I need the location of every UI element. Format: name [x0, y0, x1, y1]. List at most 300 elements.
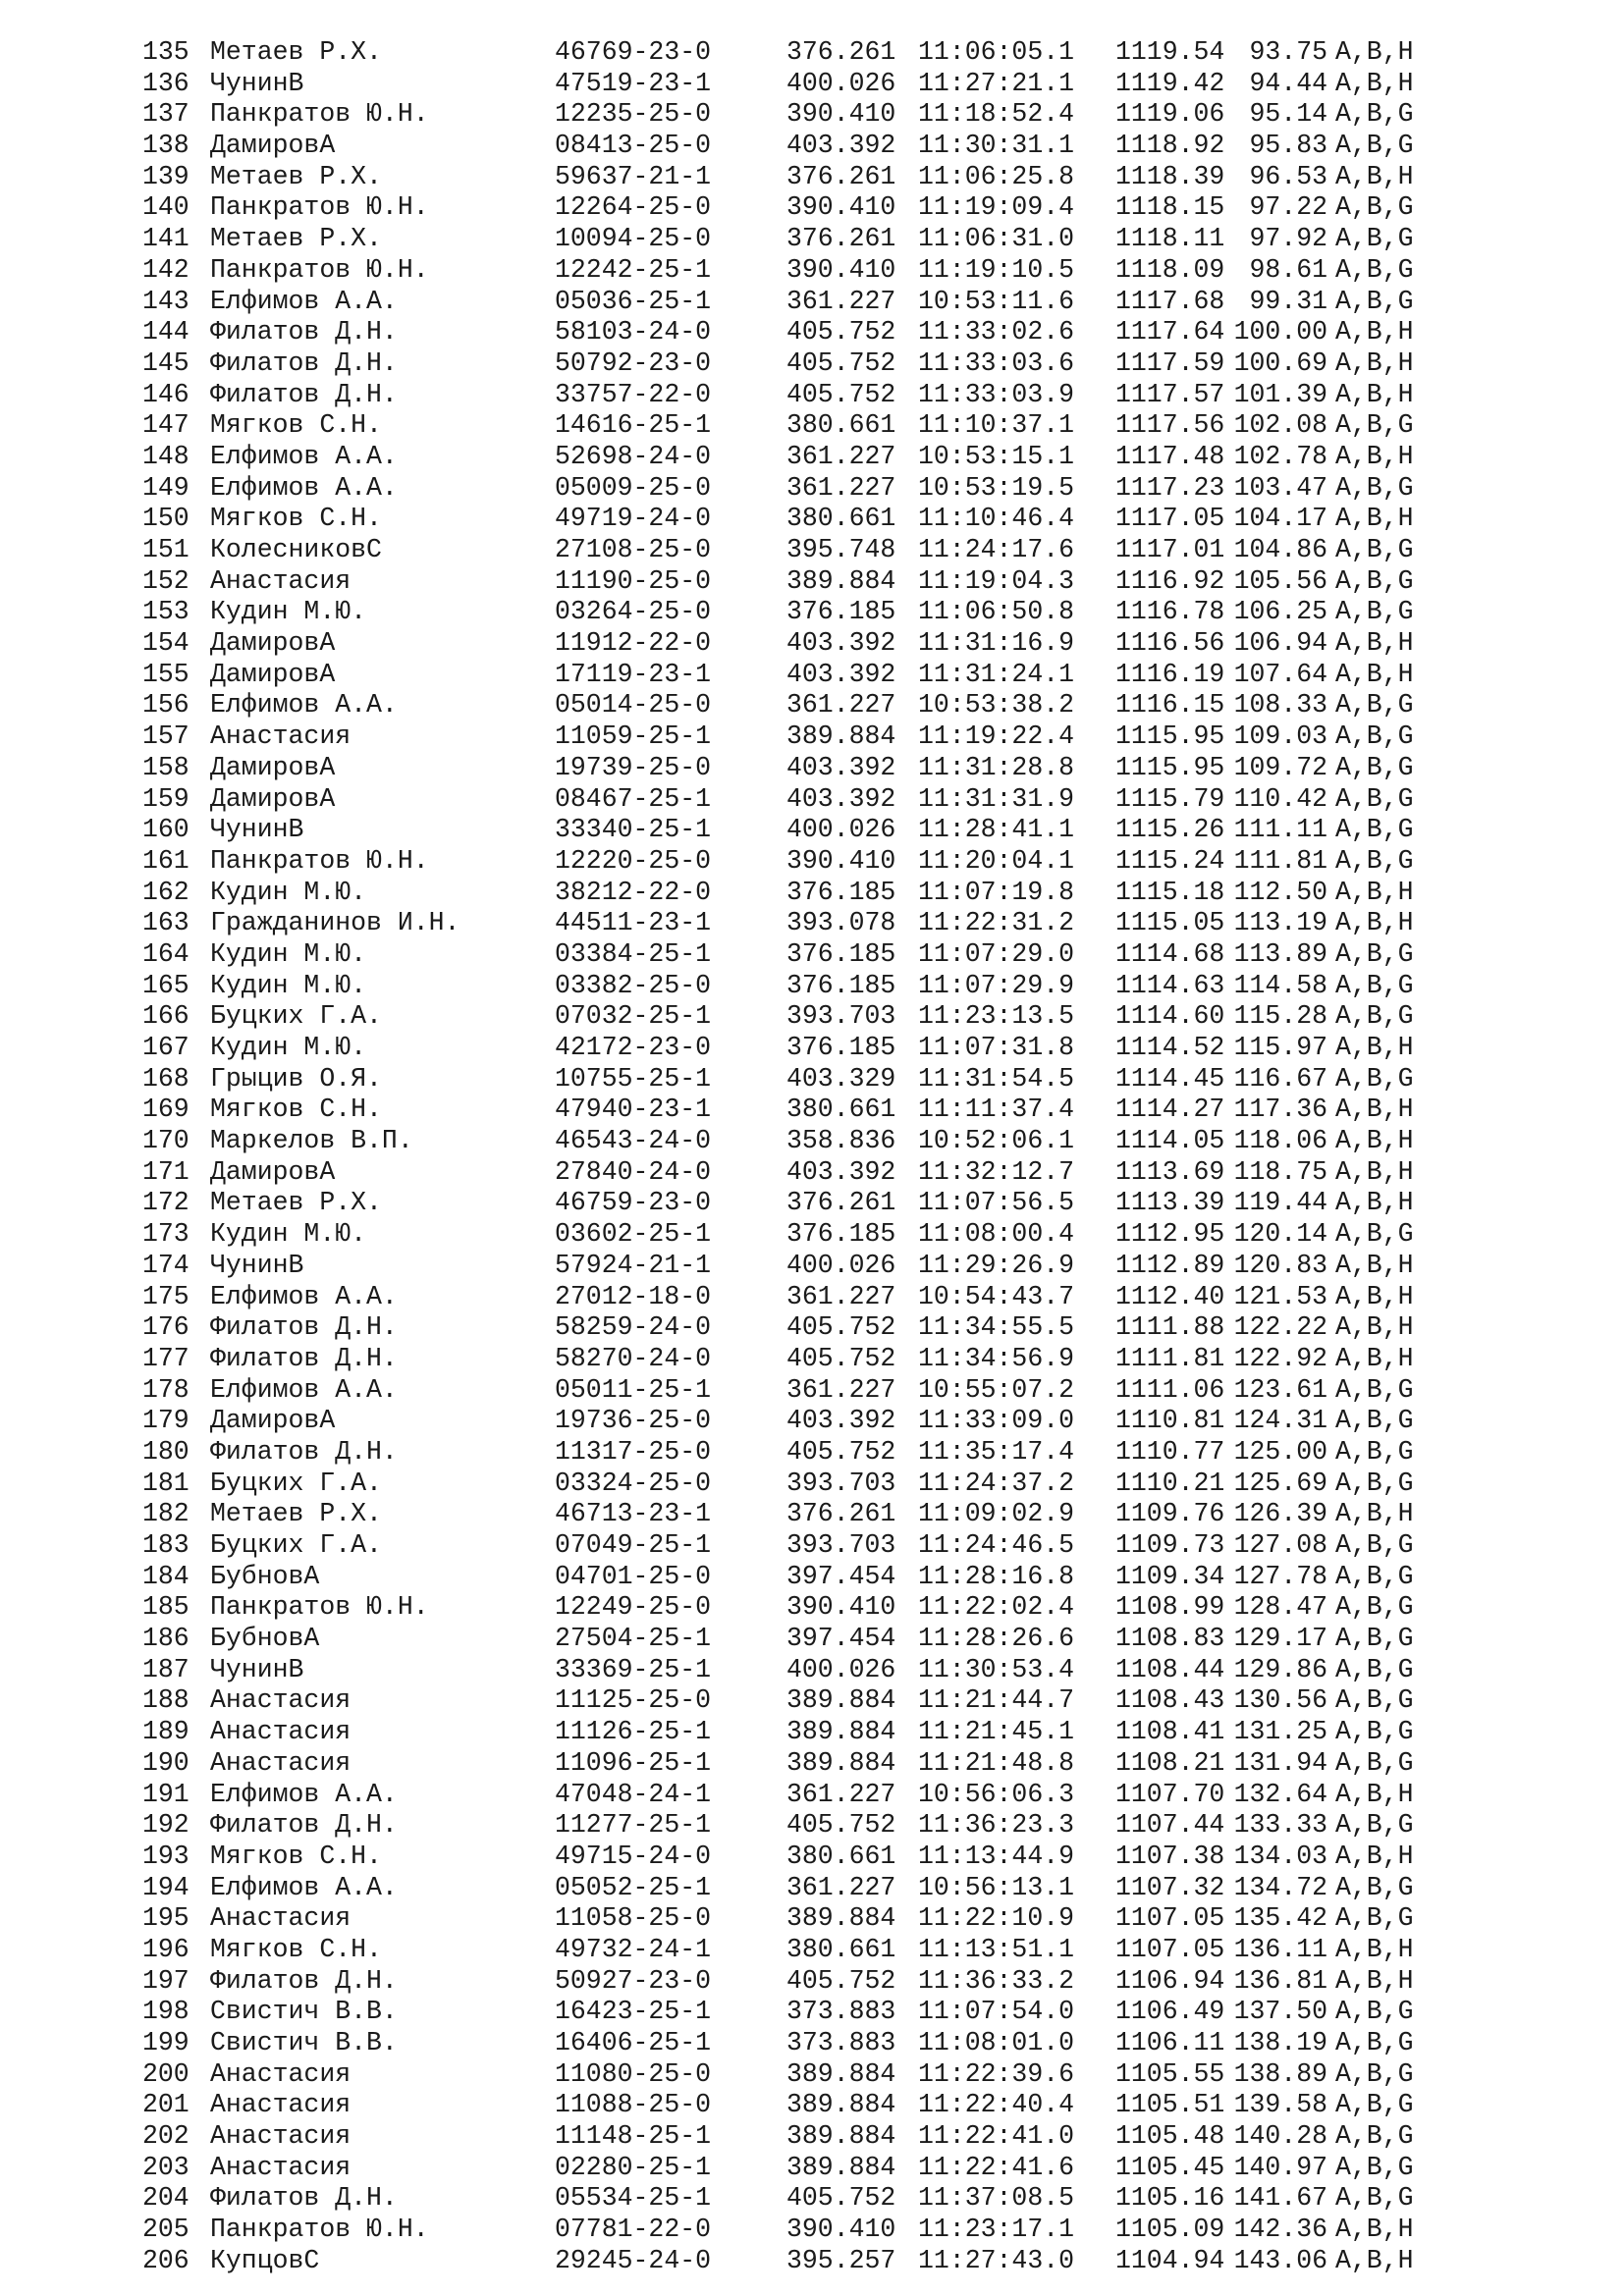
- arrival-time: 11:22:41.6: [918, 2152, 1075, 2182]
- row-number: 160: [142, 815, 189, 845]
- percent: 120.83: [1233, 1250, 1327, 1280]
- participant-name: ЧунинВ: [210, 815, 304, 845]
- classes: A,B,H: [1335, 161, 1414, 191]
- participant-name: Елфимов А.А.: [210, 1374, 398, 1405]
- speed: 1111.81: [1115, 1343, 1225, 1373]
- arrival-time: 11:31:54.5: [918, 1063, 1075, 1094]
- speed: 1116.92: [1115, 565, 1225, 596]
- speed: 1108.44: [1115, 1654, 1225, 1684]
- ring-id: 11088-25-0: [555, 2090, 712, 2120]
- distance: 389.884: [786, 2152, 896, 2182]
- speed: 1105.48: [1115, 2121, 1225, 2152]
- classes: A,B,G: [1335, 2152, 1414, 2182]
- row-number: 170: [142, 1126, 189, 1156]
- classes: A,B,G: [1335, 721, 1414, 752]
- speed: 1109.76: [1115, 1499, 1225, 1529]
- speed: 1119.54: [1115, 37, 1225, 67]
- participant-name: Мягков С.Н.: [210, 410, 382, 441]
- distance: 400.026: [786, 1250, 896, 1280]
- arrival-time: 11:07:31.8: [918, 1033, 1075, 1062]
- participant-name: ДамировА: [210, 628, 336, 659]
- percent: 122.22: [1233, 1312, 1327, 1343]
- distance: 405.752: [786, 347, 896, 378]
- classes: A,B,H: [1335, 1126, 1414, 1156]
- speed: 1117.56: [1115, 410, 1225, 441]
- ring-id: 46543-24-0: [555, 1126, 712, 1156]
- speed: 1119.42: [1115, 68, 1225, 98]
- arrival-time: 11:28:26.6: [918, 1624, 1075, 1654]
- participant-name: ДамировА: [210, 131, 336, 161]
- classes: A,B,G: [1335, 970, 1414, 1000]
- percent: 111.81: [1233, 845, 1327, 876]
- percent: 125.69: [1233, 1468, 1327, 1498]
- distance: 389.884: [786, 1747, 896, 1778]
- percent: 102.78: [1233, 441, 1327, 471]
- speed: 1107.70: [1115, 1779, 1225, 1809]
- ring-id: 27108-25-0: [555, 535, 712, 564]
- arrival-time: 10:52:06.1: [918, 1126, 1075, 1156]
- row-number: 139: [142, 161, 189, 191]
- percent: 103.47: [1233, 472, 1327, 503]
- participant-name: Панкратов Ю.Н.: [210, 1592, 429, 1623]
- arrival-time: 11:19:04.3: [918, 565, 1075, 596]
- arrival-time: 11:29:26.9: [918, 1250, 1075, 1280]
- ring-id: 12220-25-0: [555, 845, 712, 876]
- participant-name: Кудин М.Ю.: [210, 597, 367, 627]
- participant-name: Мягков С.Н.: [210, 1095, 382, 1125]
- speed: 1115.26: [1115, 815, 1225, 845]
- arrival-time: 11:22:02.4: [918, 1592, 1075, 1623]
- percent: 109.03: [1233, 721, 1327, 752]
- distance: 389.884: [786, 721, 896, 752]
- ring-id: 02280-25-1: [555, 2152, 712, 2182]
- classes: A,B,H: [1335, 504, 1414, 534]
- classes: A,B,H: [1335, 1312, 1414, 1343]
- distance: 405.752: [786, 1965, 896, 1996]
- ring-id: 33369-25-1: [555, 1654, 712, 1684]
- percent: 119.44: [1233, 1188, 1327, 1218]
- row-number: 162: [142, 877, 189, 907]
- arrival-time: 11:31:31.9: [918, 783, 1075, 814]
- speed: 1115.05: [1115, 908, 1225, 938]
- percent: 102.08: [1233, 410, 1327, 441]
- speed: 1107.05: [1115, 1934, 1225, 1964]
- arrival-time: 11:24:17.6: [918, 535, 1075, 564]
- classes: A,B,H: [1335, 347, 1414, 378]
- percent: 116.67: [1233, 1063, 1327, 1094]
- classes: A,B,G: [1335, 410, 1414, 441]
- distance: 390.410: [786, 1592, 896, 1623]
- ring-id: 38212-22-0: [555, 877, 712, 907]
- row-number: 196: [142, 1934, 189, 1964]
- distance: 390.410: [786, 845, 896, 876]
- participant-name: Филатов Д.Н.: [210, 1965, 398, 1996]
- percent: 109.72: [1233, 752, 1327, 782]
- speed: 1115.95: [1115, 721, 1225, 752]
- row-number: 181: [142, 1468, 189, 1498]
- classes: A,B,H: [1335, 2245, 1414, 2275]
- percent: 107.64: [1233, 659, 1327, 689]
- row-number: 142: [142, 254, 189, 285]
- classes: A,B,G: [1335, 1406, 1414, 1436]
- percent: 124.31: [1233, 1406, 1327, 1436]
- speed: 1114.63: [1115, 970, 1225, 1000]
- distance: 403.392: [786, 628, 896, 659]
- table-row: [142, 2059, 1414, 2091]
- row-number: 198: [142, 1997, 189, 2027]
- classes: A,B,G: [1335, 752, 1414, 782]
- arrival-time: 11:33:02.6: [918, 317, 1075, 347]
- participant-name: Буцких Г.А.: [210, 1001, 382, 1032]
- speed: 1108.99: [1115, 1592, 1225, 1623]
- distance: 400.026: [786, 68, 896, 98]
- participant-name: Елфимов А.А.: [210, 1281, 398, 1311]
- percent: 95.14: [1249, 99, 1327, 130]
- arrival-time: 11:21:44.7: [918, 1685, 1075, 1716]
- speed: 1118.39: [1115, 161, 1225, 191]
- classes: A,B,H: [1335, 908, 1414, 938]
- arrival-time: 11:11:37.4: [918, 1095, 1075, 1125]
- row-number: 189: [142, 1717, 189, 1747]
- distance: 395.748: [786, 535, 896, 564]
- row-number: 191: [142, 1779, 189, 1809]
- distance: 361.227: [786, 286, 896, 316]
- table-row: [142, 815, 1414, 846]
- ring-id: 46713-23-1: [555, 1499, 712, 1529]
- classes: A,B,G: [1335, 535, 1414, 564]
- percent: 123.61: [1233, 1374, 1327, 1405]
- arrival-time: 11:30:31.1: [918, 131, 1075, 161]
- classes: A,B,H: [1335, 379, 1414, 409]
- table-row: [142, 69, 1414, 100]
- speed: 1115.18: [1115, 877, 1225, 907]
- participant-name: Гражданинов И.Н.: [210, 908, 460, 938]
- table-row: [142, 1095, 1414, 1126]
- distance: 361.227: [786, 1374, 896, 1405]
- classes: A,B,H: [1335, 1343, 1414, 1373]
- table-row: [142, 37, 1414, 69]
- arrival-time: 11:27:43.0: [918, 2245, 1075, 2275]
- table-row: [142, 1685, 1414, 1717]
- row-number: 187: [142, 1654, 189, 1684]
- table-row: [142, 162, 1414, 193]
- ring-id: 05009-25-0: [555, 472, 712, 503]
- classes: A,B,G: [1335, 1810, 1414, 1841]
- classes: A,B,G: [1335, 1997, 1414, 2027]
- row-number: 159: [142, 783, 189, 814]
- classes: A,B,H: [1335, 1281, 1414, 1311]
- arrival-time: 10:53:38.2: [918, 690, 1075, 721]
- participant-name: Филатов Д.Н.: [210, 347, 398, 378]
- distance: 400.026: [786, 1654, 896, 1684]
- participant-name: Маркелов В.П.: [210, 1126, 413, 1156]
- speed: 1118.09: [1115, 254, 1225, 285]
- speed: 1110.77: [1115, 1436, 1225, 1467]
- table-row: [142, 628, 1414, 660]
- row-number: 155: [142, 659, 189, 689]
- ring-id: 42172-23-0: [555, 1033, 712, 1062]
- arrival-time: 11:22:39.6: [918, 2058, 1075, 2089]
- arrival-time: 11:22:40.4: [918, 2090, 1075, 2120]
- arrival-time: 11:20:04.1: [918, 845, 1075, 876]
- classes: A,B,G: [1335, 1468, 1414, 1498]
- row-number: 188: [142, 1685, 189, 1716]
- classes: A,B,G: [1335, 1530, 1414, 1560]
- table-row: [142, 1624, 1414, 1655]
- table-row: [142, 1966, 1414, 1998]
- participant-name: Елфимов А.А.: [210, 286, 398, 316]
- ring-id: 11912-22-0: [555, 628, 712, 659]
- participant-name: Елфимов А.А.: [210, 441, 398, 471]
- percent: 95.83: [1249, 131, 1327, 161]
- percent: 111.11: [1233, 815, 1327, 845]
- row-number: 204: [142, 2183, 189, 2214]
- distance: 376.261: [786, 37, 896, 67]
- distance: 403.392: [786, 131, 896, 161]
- table-row: [142, 255, 1414, 287]
- ring-id: 27840-24-0: [555, 1156, 712, 1187]
- speed: 1117.57: [1115, 379, 1225, 409]
- percent: 136.11: [1233, 1934, 1327, 1964]
- arrival-time: 11:21:45.1: [918, 1717, 1075, 1747]
- distance: 361.227: [786, 472, 896, 503]
- classes: A,B,H: [1335, 441, 1414, 471]
- classes: A,B,G: [1335, 565, 1414, 596]
- percent: 126.39: [1233, 1499, 1327, 1529]
- ring-id: 14616-25-1: [555, 410, 712, 441]
- classes: A,B,G: [1335, 815, 1414, 845]
- participant-name: Свистич В.В.: [210, 2028, 398, 2057]
- speed: 1118.11: [1115, 224, 1225, 254]
- participant-name: Мягков С.Н.: [210, 1934, 382, 1964]
- distance: 403.392: [786, 1156, 896, 1187]
- distance: 389.884: [786, 2058, 896, 2089]
- participant-name: Анастасия: [210, 2121, 352, 2152]
- percent: 134.72: [1233, 1872, 1327, 1902]
- row-number: 164: [142, 938, 189, 969]
- percent: 141.67: [1233, 2183, 1327, 2214]
- ring-id: 05014-25-0: [555, 690, 712, 721]
- arrival-time: 11:22:41.0: [918, 2121, 1075, 2152]
- table-row: [142, 939, 1414, 971]
- classes: A,B,G: [1335, 1374, 1414, 1405]
- speed: 1114.52: [1115, 1033, 1225, 1062]
- classes: A,B,G: [1335, 1747, 1414, 1778]
- table-row: [142, 2246, 1414, 2277]
- percent: 131.25: [1233, 1717, 1327, 1747]
- table-row: [142, 1375, 1414, 1407]
- arrival-time: 11:33:03.9: [918, 379, 1075, 409]
- table-row: [142, 1997, 1414, 2028]
- ring-id: 05052-25-1: [555, 1872, 712, 1902]
- ring-id: 49715-24-0: [555, 1841, 712, 1871]
- table-row: [142, 1935, 1414, 1966]
- row-number: 174: [142, 1250, 189, 1280]
- table-row: [142, 1157, 1414, 1189]
- ring-id: 59637-21-1: [555, 161, 712, 191]
- distance: 380.661: [786, 1095, 896, 1125]
- classes: A,B,G: [1335, 1685, 1414, 1716]
- participant-name: Панкратов Ю.Н.: [210, 192, 429, 223]
- speed: 1117.64: [1115, 317, 1225, 347]
- participant-name: ЧунинВ: [210, 68, 304, 98]
- table-row: [142, 1251, 1414, 1282]
- participant-name: Филатов Д.Н.: [210, 1312, 398, 1343]
- participant-name: Кудин М.Ю.: [210, 877, 367, 907]
- ring-id: 58259-24-0: [555, 1312, 712, 1343]
- participant-name: Анастасия: [210, 565, 352, 596]
- table-row: [142, 846, 1414, 878]
- classes: A,B,H: [1335, 1156, 1414, 1187]
- participant-name: КупцовС: [210, 2245, 320, 2275]
- arrival-time: 11:31:28.8: [918, 752, 1075, 782]
- table-row: [142, 1282, 1414, 1313]
- ring-id: 44511-23-1: [555, 908, 712, 938]
- table-row: [142, 535, 1414, 566]
- speed: 1114.68: [1115, 938, 1225, 969]
- speed: 1114.05: [1115, 1126, 1225, 1156]
- distance: 376.185: [786, 938, 896, 969]
- percent: 105.56: [1233, 565, 1327, 596]
- row-number: 206: [142, 2245, 189, 2275]
- ring-id: 16406-25-1: [555, 2028, 712, 2057]
- speed: 1116.15: [1115, 690, 1225, 721]
- table-row: [142, 753, 1414, 784]
- speed: 1114.60: [1115, 1001, 1225, 1032]
- arrival-time: 11:33:03.6: [918, 347, 1075, 378]
- arrival-time: 10:55:07.2: [918, 1374, 1075, 1405]
- distance: 390.410: [786, 254, 896, 285]
- arrival-time: 10:53:15.1: [918, 441, 1075, 471]
- classes: A,B,G: [1335, 2121, 1414, 2152]
- percent: 117.36: [1233, 1095, 1327, 1125]
- participant-name: Буцких Г.А.: [210, 1468, 382, 1498]
- ring-id: 27504-25-1: [555, 1624, 712, 1654]
- participant-name: Анастасия: [210, 2152, 352, 2182]
- ring-id: 11058-25-0: [555, 1903, 712, 1934]
- table-row: [142, 878, 1414, 909]
- table-row: [142, 690, 1414, 721]
- speed: 1106.11: [1115, 2028, 1225, 2057]
- participant-name: Елфимов А.А.: [210, 1872, 398, 1902]
- classes: A,B,G: [1335, 192, 1414, 223]
- distance: 397.454: [786, 1561, 896, 1591]
- percent: 122.92: [1233, 1343, 1327, 1373]
- speed: 1109.73: [1115, 1530, 1225, 1560]
- ring-id: 16423-25-1: [555, 1997, 712, 2027]
- percent: 98.61: [1249, 254, 1327, 285]
- percent: 134.03: [1233, 1841, 1327, 1871]
- row-number: 165: [142, 970, 189, 1000]
- speed: 1117.59: [1115, 347, 1225, 378]
- classes: A,B,G: [1335, 845, 1414, 876]
- row-number: 203: [142, 2152, 189, 2182]
- percent: 94.44: [1249, 68, 1327, 98]
- row-number: 140: [142, 192, 189, 223]
- row-number: 175: [142, 1281, 189, 1311]
- speed: 1116.78: [1115, 597, 1225, 627]
- arrival-time: 11:22:31.2: [918, 908, 1075, 938]
- row-number: 167: [142, 1033, 189, 1062]
- ring-id: 10755-25-1: [555, 1063, 712, 1094]
- distance: 389.884: [786, 1685, 896, 1716]
- classes: A,B,G: [1335, 1219, 1414, 1250]
- arrival-time: 10:56:13.1: [918, 1872, 1075, 1902]
- participant-name: ДамировА: [210, 1156, 336, 1187]
- participant-name: Метаев Р.Х.: [210, 161, 382, 191]
- table-row: [142, 1842, 1414, 1873]
- arrival-time: 11:19:10.5: [918, 254, 1075, 285]
- ring-id: 03384-25-1: [555, 938, 712, 969]
- table-row: [142, 442, 1414, 473]
- arrival-time: 11:19:09.4: [918, 192, 1075, 223]
- classes: A,B,G: [1335, 783, 1414, 814]
- classes: A,B,H: [1335, 1779, 1414, 1809]
- participant-name: Анастасия: [210, 2058, 352, 2089]
- percent: 99.31: [1249, 286, 1327, 316]
- distance: 393.703: [786, 1530, 896, 1560]
- arrival-time: 11:34:55.5: [918, 1312, 1075, 1343]
- classes: A,B,G: [1335, 1063, 1414, 1094]
- row-number: 180: [142, 1436, 189, 1467]
- row-number: 186: [142, 1624, 189, 1654]
- distance: 405.752: [786, 1810, 896, 1841]
- distance: 405.752: [786, 1312, 896, 1343]
- row-number: 194: [142, 1872, 189, 1902]
- row-number: 168: [142, 1063, 189, 1094]
- ring-id: 11080-25-0: [555, 2058, 712, 2089]
- ring-id: 19736-25-0: [555, 1406, 712, 1436]
- row-number: 183: [142, 1530, 189, 1560]
- classes: A,B,G: [1335, 224, 1414, 254]
- arrival-time: 11:06:50.8: [918, 597, 1075, 627]
- ring-id: 03382-25-0: [555, 970, 712, 1000]
- ring-id: 07032-25-1: [555, 1001, 712, 1032]
- classes: A,B,H: [1335, 1250, 1414, 1280]
- percent: 142.36: [1233, 2215, 1327, 2245]
- distance: 376.185: [786, 1033, 896, 1062]
- classes: A,B,H: [1335, 1188, 1414, 1218]
- classes: A,B,G: [1335, 1436, 1414, 1467]
- participant-name: Метаев Р.Х.: [210, 1499, 382, 1529]
- speed: 1107.38: [1115, 1841, 1225, 1871]
- row-number: 197: [142, 1965, 189, 1996]
- distance: 403.392: [786, 783, 896, 814]
- distance: 405.752: [786, 379, 896, 409]
- table-row: [142, 1406, 1414, 1437]
- distance: 403.392: [786, 752, 896, 782]
- percent: 128.47: [1233, 1592, 1327, 1623]
- row-number: 157: [142, 721, 189, 752]
- distance: 405.752: [786, 317, 896, 347]
- participant-name: Филатов Д.Н.: [210, 317, 398, 347]
- table-row: [142, 908, 1414, 939]
- row-number: 182: [142, 1499, 189, 1529]
- percent: 120.14: [1233, 1219, 1327, 1250]
- table-row: [142, 2183, 1414, 2215]
- arrival-time: 11:33:09.0: [918, 1406, 1075, 1436]
- distance: 376.185: [786, 877, 896, 907]
- speed: 1114.45: [1115, 1063, 1225, 1094]
- ring-id: 49732-24-1: [555, 1934, 712, 1964]
- percent: 130.56: [1233, 1685, 1327, 1716]
- participant-name: ДамировА: [210, 1406, 336, 1436]
- ring-id: 33757-22-0: [555, 379, 712, 409]
- speed: 1106.49: [1115, 1997, 1225, 2027]
- row-number: 141: [142, 224, 189, 254]
- arrival-time: 11:28:16.8: [918, 1561, 1075, 1591]
- speed: 1108.83: [1115, 1624, 1225, 1654]
